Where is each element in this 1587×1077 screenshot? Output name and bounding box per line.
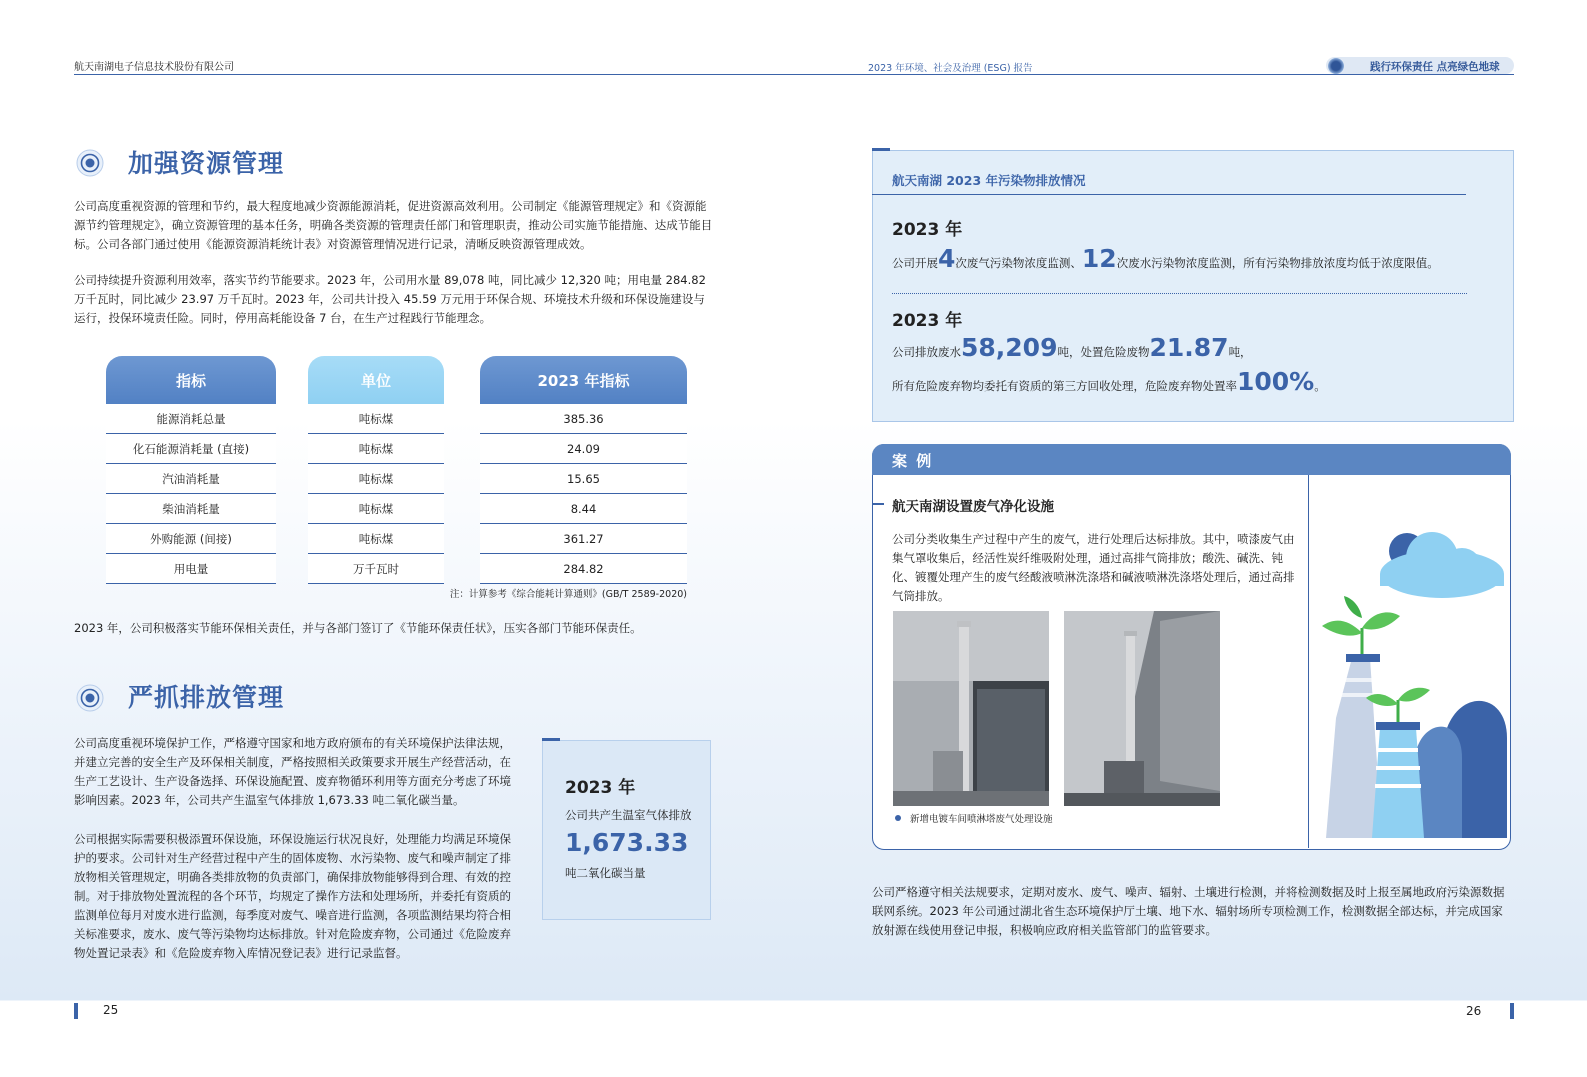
table-cell: 吨标煤 <box>308 404 444 434</box>
stats-year-2: 2023 年 <box>892 311 963 331</box>
table-cell: 385.36 <box>480 404 687 434</box>
ghg-label: 公司共产生温室气体排放 <box>565 808 692 822</box>
case-header <box>872 444 1511 475</box>
table-cell: 24.09 <box>480 434 687 464</box>
table-cell: 361.27 <box>480 524 687 554</box>
table-header-indicator: 指标 <box>106 356 276 404</box>
photo-caption: 新增电镀车间喷淋塔废气处理设施 <box>910 814 1053 825</box>
stats-line-3-pre: 所有危险废弃物均委托有资质的第三方回收处理，危险废弃物处置率 <box>892 379 1237 393</box>
target-icon <box>76 684 104 712</box>
page-number-right: 26 <box>1466 1004 1482 1018</box>
page-number-left: 25 <box>103 1003 119 1017</box>
stats-line-2-pre: 公司排放废水 <box>892 345 961 359</box>
facility-photo-1 <box>893 611 1049 806</box>
stats-year-1: 2023 年 <box>892 220 963 240</box>
table-cell: 化石能源消耗量 (直接) <box>106 434 276 464</box>
table-cell: 284.82 <box>480 554 687 584</box>
stats-line-1-post: 次废水污染物浓度监测，所有污染物排放浓度均低于浓度限值。 <box>1116 256 1439 270</box>
stats-line-3-post: 。 <box>1314 379 1326 393</box>
table-cell: 柴油消耗量 <box>106 494 276 524</box>
table-cell: 用电量 <box>106 554 276 584</box>
table-cell: 吨标煤 <box>308 464 444 494</box>
section-title-resource: 加强资源管理 <box>128 149 285 178</box>
stats-box-accent <box>872 148 890 151</box>
stats-line-1-pre: 公司开展 <box>892 256 938 270</box>
table-cell: 外购能源 (间接) <box>106 524 276 554</box>
table-header-value: 2023 年指标 <box>480 356 687 404</box>
chapter-dot-icon <box>1328 58 1344 74</box>
emission-paragraph-2: 公司根据实际需要积极添置环保设施，环保设施运行状况良好，处理能力均满足环境保护的要求。公司针对生产经营过程中产生的固体废物、水污染物、废气和噪声制定了排放物相关管理规定，明确各类排放物的负责部门，确保排放物能够得到合理、有效的控制。对于排放物处置流程的各个环节，均规定了操作方法和处理场所，并委托有资质的监测单位每月对废水进行监测，每季度对废气、噪音进行监测，各项监测结果均符合相关标准要求，废水、废气等污染物均达标排放。针对危险废弃物，公司通过《危险废弃物处置记录表》和《危险废弃物入库情况登记表》进行记录监督。 <box>74 832 511 960</box>
stats-title-rule <box>872 194 1466 195</box>
target-icon <box>76 149 104 177</box>
ghg-year: 2023 年 <box>565 778 636 798</box>
stats-line-1 <box>892 244 1439 273</box>
stats-divider <box>892 293 1467 294</box>
stats-hazardous-tons: 21.87 <box>1149 333 1229 362</box>
table-col-unit <box>308 356 444 584</box>
table-col-indicator <box>106 356 276 584</box>
stats-line-3 <box>892 367 1326 396</box>
chapter-title: 践行环保责任 点亮绿色地球 <box>1370 61 1500 73</box>
stats-line-2-post: 吨， <box>1228 345 1252 359</box>
table-col-value <box>480 356 687 584</box>
footer-bar-left <box>74 1003 78 1019</box>
header-rule <box>74 74 1514 75</box>
stats-line-1-mid: 次废气污染物浓度监测、 <box>955 256 1082 270</box>
case-title: 航天南湖设置废气净化设施 <box>892 499 1054 515</box>
table-header-unit: 单位 <box>308 356 444 404</box>
table-cell: 能源消耗总量 <box>106 404 276 434</box>
stats-title: 航天南湖 2023 年污染物排放情况 <box>892 173 1086 188</box>
stats-waste-water-tons: 58,209 <box>961 333 1058 362</box>
resource-paragraph-2: 公司持续提升资源利用效率，落实节约节能要求。2023 年，公司用水量 89,078 吨，同比减少 12,320 吨；用电量 284.82 万千瓦时，同比减少 23.97 万千瓦时。2023 年，公司共计投入 45.59 万元用于环保合规、环境技术升级和环保设施建设与运行，投保环境责任险。同时，停用高耗能设备 7 台，在生产过程践行节能理念。 <box>74 273 706 325</box>
factory-illustration-icon <box>1312 478 1507 846</box>
resource-paragraph-1: 公司高度重视资源的管理和节约，最大程度地减少资源能源消耗，促进资源高效利用。公司制定《能源管理规定》和《资源能源节约管理规定》，确立资源管理的基本任务，明确各类资源的管理责任部门和管理职责，推动公司实施节能措施、达成节能目标。公司各部门通过使用《能源资源消耗统计表》对资源管理情况进行记录，清晰反映资源管理成效。 <box>74 199 713 251</box>
ghg-box-accent <box>542 738 560 741</box>
resource-paragraph-3: 2023 年，公司积极落实节能环保相关责任，并与各部门签订了《节能环保责任状》，压实各部门节能环保责任。 <box>74 621 642 635</box>
ghg-value: 1,673.33 <box>565 828 689 857</box>
table-cell: 汽油消耗量 <box>106 464 276 494</box>
company-name: 航天南湖电子信息技术股份有限公司 <box>74 62 234 73</box>
stats-line-2-mid: 吨，处置危险废物 <box>1057 345 1150 359</box>
table-cell: 15.65 <box>480 464 687 494</box>
table-note: 注：计算参考《综合能耗计算通则》(GB/T 2589-2020) <box>449 589 687 600</box>
caption-bullet-icon <box>895 815 901 821</box>
table-cell: 吨标煤 <box>308 524 444 554</box>
facility-photo-2 <box>1064 611 1220 806</box>
stats-waste-water-count: 12 <box>1081 244 1117 273</box>
section-title-emission: 严抓排放管理 <box>128 683 285 712</box>
case-inner-divider <box>1308 475 1309 848</box>
table-cell: 万千瓦时 <box>308 554 444 584</box>
ghg-unit: 吨二氧化碳当量 <box>565 866 646 880</box>
stats-line-2 <box>892 333 1252 362</box>
table-cell: 吨标煤 <box>308 494 444 524</box>
footer-bar-right <box>1510 1003 1514 1019</box>
case-label: 案 例 <box>892 452 934 470</box>
emission-paragraph-1: 公司高度重视环境保护工作，严格遵守国家和地方政府颁布的有关环境保护法律法规，并建立完善的安全生产及环保相关制度，严格按照相关政策要求开展生产经营活动，在生产工艺设计、生产设备选择、环保设施配置、废弃物循环利用等方面充分考虑了环境影响因素。2023 年，公司共产生温室气体排放 1,673.33 吨二氧化碳当量。 <box>74 736 511 807</box>
table-cell: 吨标煤 <box>308 434 444 464</box>
report-title: 2023 年环境、社会及治理 (ESG) 报告 <box>868 63 1033 74</box>
case-text: 公司分类收集生产过程中产生的废气，进行处理后达标排放。其中，喷漆废气由集气罩收集后，经活性炭纤维吸附处理，通过高排气筒排放；酸洗、碱洗、钝化、镀覆处理产生的废气经酸液喷淋洗涤塔和碱液喷淋洗涤塔处理后，通过高排气筒排放。 <box>892 532 1295 603</box>
stats-disposal-rate: 100% <box>1237 367 1315 396</box>
case-title-accent <box>872 503 884 505</box>
table-cell: 8.44 <box>480 494 687 524</box>
monitoring-paragraph: 公司严格遵守相关法规要求，定期对废水、废气、噪声、辐射、土壤进行检测，并将检测数据及时上报至属地政府污染源数据联网系统。2023 年公司通过湖北省生态环境保护厅土壤、地下水、辐射场所专项检测工作，检测数据全部达标，并完成国家放射源在线使用登记申报，积极响应政府相关监管部门的监管要求。 <box>872 885 1505 937</box>
stats-waste-gas-count: 4 <box>938 244 956 273</box>
